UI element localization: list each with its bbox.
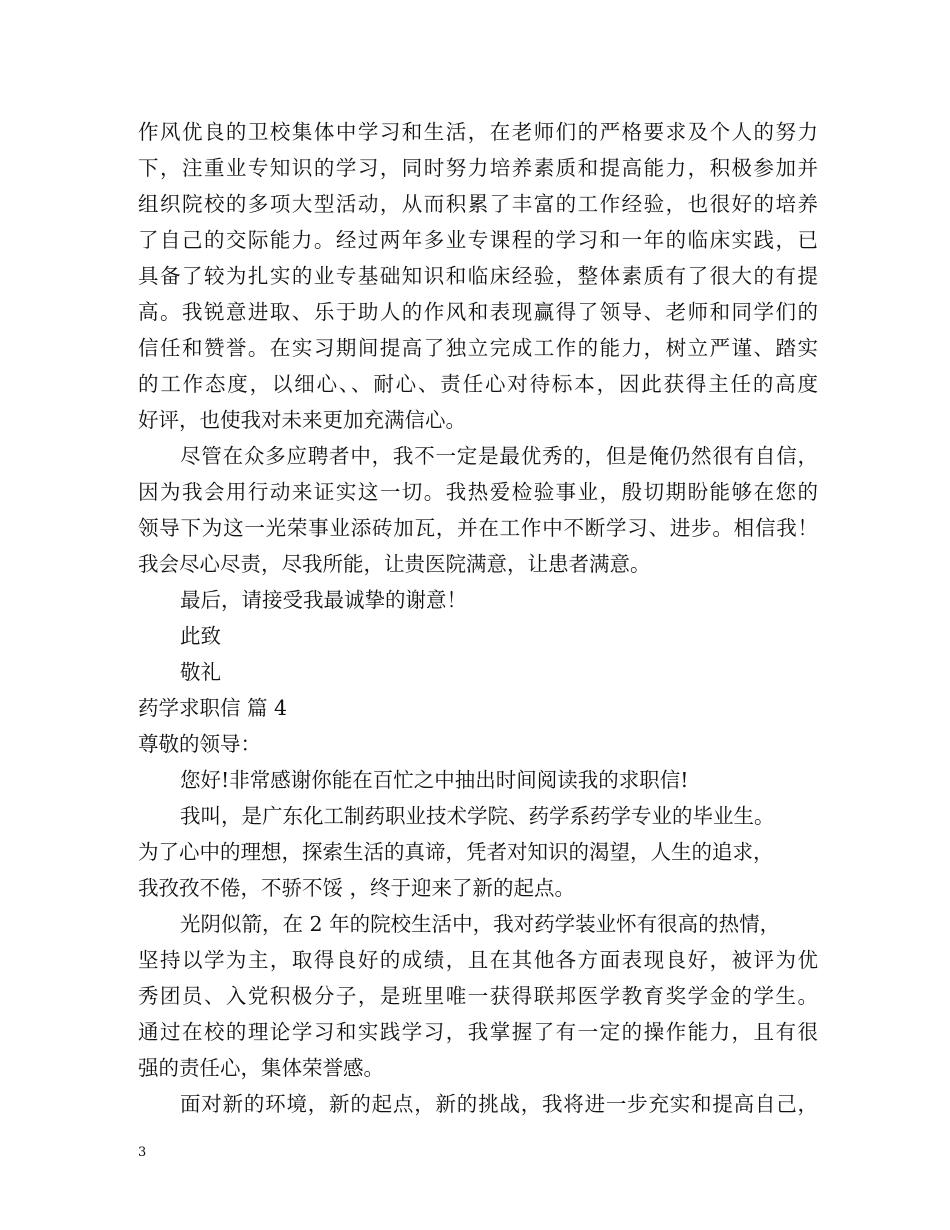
paragraph [138,762,818,798]
text-line: 领导下为这一光荣事业添砖加瓦，并在工作中不断学习、进步。相信我！ [138,516,818,540]
text-line: 的工作态度，以细心、、耐心、责任心对待标本，因此获得主任的高度 [138,372,818,396]
salutation-closing [138,618,818,654]
paragraph [138,114,818,438]
paragraph [138,1086,818,1122]
text-line: 具备了较为扎实的业专基础知识和临床经验，整体素质有了很大的有提 [138,264,818,288]
text-line: 好评，也使我对未来更加充满信心。 [138,408,466,432]
text-line: 光阴似箭，在 2 年的院校生活中，我对药学装业怀有很高的热情， [180,912,781,936]
text-line: 组织院校的多项大型活动，从而积累了丰富的工作经验，也很好的培养 [138,192,818,216]
text-line: 强的责任心，集体荣誉感。 [138,1056,384,1080]
document-body [138,114,818,1122]
paragraph [138,798,818,906]
text-line: 敬礼 [180,660,221,684]
text-line: 尊敬的领导： [138,732,261,756]
text-line: 我孜孜不倦，不骄不馁 ，终于迎来了新的起点。 [138,876,576,900]
page-number: 3 [138,1145,147,1160]
text-line: 秀团员、入党积极分子，是班里唯一获得联邦医学教育奖学金的学生。 [138,984,818,1008]
text-line: 我会尽心尽责，尽我所能，让贵医院满意，让患者满意。 [138,552,651,576]
letter-greeting [138,726,818,762]
text-line: 药学求职信 篇 4 [138,696,288,720]
text-line: 最后，请接受我最诚挚的谢意！ [180,588,467,612]
text-line: 下，注重业专知识的学习，同时努力培养素质和提高能力，积极参加并 [138,156,818,180]
salutation-regards [138,654,818,690]
text-line: 面对新的环境，新的起点，新的挑战，我将进一步充实和提高自己， [180,1092,818,1116]
text-line: 您好!非常感谢你能在百忙之中抽出时间阅读我的求职信! [180,768,689,792]
text-line: 了自己的交际能力。经过两年多业专课程的学习和一年的临床实践，已 [138,228,818,252]
text-line: 因为我会用行动来证实这一切。我热爱检验事业，殷切期盼能够在您的 [138,480,818,504]
paragraph [138,906,818,1086]
paragraph [138,438,818,582]
section-heading [138,690,818,726]
text-line: 坚持以学为主，取得良好的成绩，且在其他各方面表现良好，被评为优 [138,948,818,972]
text-line: 信任和赞誉。在实习期间提高了独立完成工作的能力，树立严谨、踏实 [138,336,818,360]
text-line: 我叫，是广东化工制药职业技术学院、药学系药学专业的毕业生。 [180,804,775,828]
text-line: 作风优良的卫校集体中学习和生活，在老师们的严格要求及个人的努力 [138,120,818,144]
closing-thanks [138,582,818,618]
text-line: 高。我锐意进取、乐于助人的作风和表现赢得了领导、老师和同学们的 [138,300,818,324]
text-line: 尽管在众多应聘者中，我不一定是最优秀的，但是俺仍然很有自信， [180,444,818,468]
text-line: 通过在校的理论学习和实践学习，我掌握了有一定的操作能力，且有很 [138,1020,818,1044]
text-line: 为了心中的理想，探索生活的真谛，凭者对知识的渴望，人生的追求， [138,840,774,864]
text-line: 此致 [180,624,221,648]
